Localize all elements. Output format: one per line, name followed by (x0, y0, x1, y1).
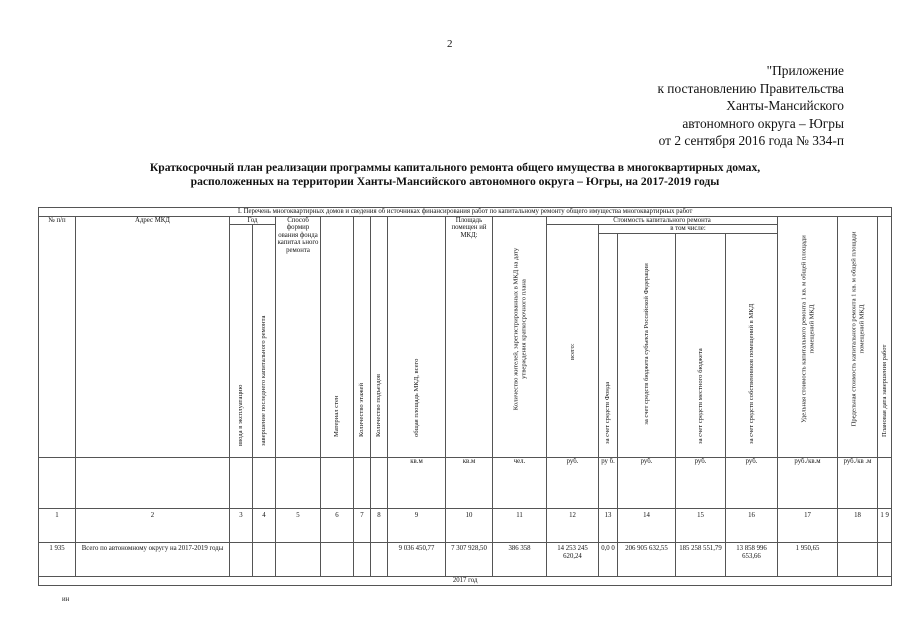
header-subject-budget (618, 233, 676, 457)
header-plan-date-text: Плановая дата завершения работ (880, 344, 888, 437)
header-owners (726, 233, 778, 457)
header-year: Год (230, 216, 276, 225)
header-owners-text: за счет средств собственников помещений в МКД (747, 304, 755, 445)
header-fund-text: за счет средств Фонда (604, 382, 612, 445)
header-entrances-text: Количество подъездов (375, 374, 383, 437)
header-fund (599, 233, 618, 457)
owners-value: 13 858 996 653,66 (726, 543, 778, 577)
document-title (40, 161, 870, 189)
column-number: 11 (493, 509, 547, 543)
bottom-mark: ин (62, 596, 70, 603)
header-local-budget (676, 233, 726, 457)
total-area-value: 9 036 450,77 (388, 543, 446, 577)
unit-residents: чел. (493, 458, 547, 509)
column-number: 3 (230, 509, 253, 543)
header-plan-date (878, 216, 892, 458)
title-line-1: Краткосрочный план реализации программы капитального ремонта общего имущества в многоквартирных домах, (149, 161, 761, 174)
appendix-line: к постановлению Правительства (657, 80, 844, 96)
title-line-2: расположенных на территории Ханты-Мансийского автономного округа – Югры, на 2017-2019 годы (190, 175, 720, 188)
column-number: 2 (76, 509, 230, 543)
header-premises-area: Площадь помещен ий МКД: (446, 216, 493, 458)
column-number: 4 (253, 509, 276, 543)
column-number: 15 (676, 509, 726, 543)
column-numbers-row (39, 509, 892, 543)
header-unit-cost (778, 216, 838, 458)
plan-table-container (38, 207, 892, 586)
units-row (39, 458, 892, 509)
column-number: 18 (838, 509, 878, 543)
header-row-1 (39, 216, 892, 225)
column-number: 8 (371, 509, 388, 543)
header-max-unit-cost (838, 216, 878, 458)
residents-value: 386 358 (493, 543, 547, 577)
page-number: 2 (447, 38, 453, 50)
header-year-commission-text: ввода в эксплуатацию (237, 384, 245, 446)
appendix-line: автономного округа – Югры (682, 115, 844, 131)
column-number: 5 (276, 509, 321, 543)
unit-unit-cost: руб./кв.м (778, 458, 838, 509)
header-max-unit-cost-text: Предельная стоимость капитального ремонта 1 кв. м общей площади помещений МКД (849, 232, 865, 427)
unit-fund: ру б. (599, 458, 618, 509)
subject-budget-value: 206 905 632,55 (618, 543, 676, 577)
header-wall-material (321, 216, 354, 458)
header-cost-group: Стоимость капитального ремонта (547, 216, 778, 225)
column-number: 12 (547, 509, 599, 543)
column-number: 9 (388, 509, 446, 543)
header-wall-material-text: Материал стен (333, 395, 341, 437)
appendix-line: "Приложение (766, 63, 844, 78)
column-number: 1 9 (878, 509, 892, 543)
unit-local-budget: руб. (676, 458, 726, 509)
total-address: Всего по автономному округу на 2017-2019 годы (76, 543, 230, 577)
year-label: 2017 год (39, 577, 892, 586)
header-local-budget-text: за счет средств местного бюджета (696, 348, 704, 445)
header-year-last-repair-text: завершение последнего капитального ремонта (260, 315, 268, 446)
cost-total-value: 14 253 245 620,24 (547, 543, 599, 577)
header-cost-total-text: всего: (568, 342, 576, 360)
header-year-commission (230, 225, 253, 458)
unit-owners: руб. (726, 458, 778, 509)
unit-total-area: кв.м (388, 458, 446, 509)
appendix-line: Ханты-Мансийского (726, 98, 844, 114)
total-row (39, 543, 892, 577)
column-number: 17 (778, 509, 838, 543)
header-num: № п/п (39, 216, 76, 458)
column-number: 10 (446, 509, 493, 543)
unit-cost-total: руб. (547, 458, 599, 509)
fund-value: 0,0 0 (599, 543, 618, 577)
plan-table (38, 207, 892, 586)
header-floors-text: Количество этажей (358, 383, 366, 437)
total-num: 1 935 (39, 543, 76, 577)
header-residents (493, 216, 547, 458)
header-cost-total (547, 225, 599, 458)
header-entrances (371, 216, 388, 458)
column-number: 14 (618, 509, 676, 543)
unit-max-unit-cost: руб./кв .м (838, 458, 878, 509)
unit-subject-budget: руб. (618, 458, 676, 509)
header-subject-budget-text: за счет средств бюджета субъекта Российской Федерации (642, 263, 650, 425)
column-number: 1 (39, 509, 76, 543)
header-total-area-text: общая площадь МКД, всего (412, 358, 420, 437)
header-unit-cost-text: Удельная стоимость капитального ремонта 1 кв. м общей площади помещений МКД (799, 235, 815, 424)
appendix-block (657, 62, 844, 150)
unit-cost-value: 1 950,65 (778, 543, 838, 577)
header-address: Адрес МКД (76, 216, 230, 458)
local-budget-value: 185 258 551,79 (676, 543, 726, 577)
header-floors (354, 216, 371, 458)
unit-premises-area: кв.м (446, 458, 493, 509)
header-fund-method: Способ формир ования фонда капитал ьного ремонта (276, 216, 321, 458)
header-total-area (388, 216, 446, 458)
premises-area-value: 7 307 928,50 (446, 543, 493, 577)
section-row (39, 208, 892, 217)
section-title: I. Перечень многоквартирных домов и сведения об источниках финансирования работ по капитальному ремонту общего имущества многоквартирных работ (39, 208, 892, 217)
column-number: 13 (599, 509, 618, 543)
column-number: 16 (726, 509, 778, 543)
column-number: 7 (354, 509, 371, 543)
header-including: в том числе: (599, 225, 778, 234)
year-row (39, 577, 892, 586)
appendix-line: от 2 сентября 2016 года № 334-п (658, 133, 844, 149)
header-residents-text: Количество жителей, зарегистрированных в МКД на дату утверждения краткосрочного плана (511, 248, 527, 411)
column-number: 6 (321, 509, 354, 543)
header-year-last-repair (253, 225, 276, 458)
